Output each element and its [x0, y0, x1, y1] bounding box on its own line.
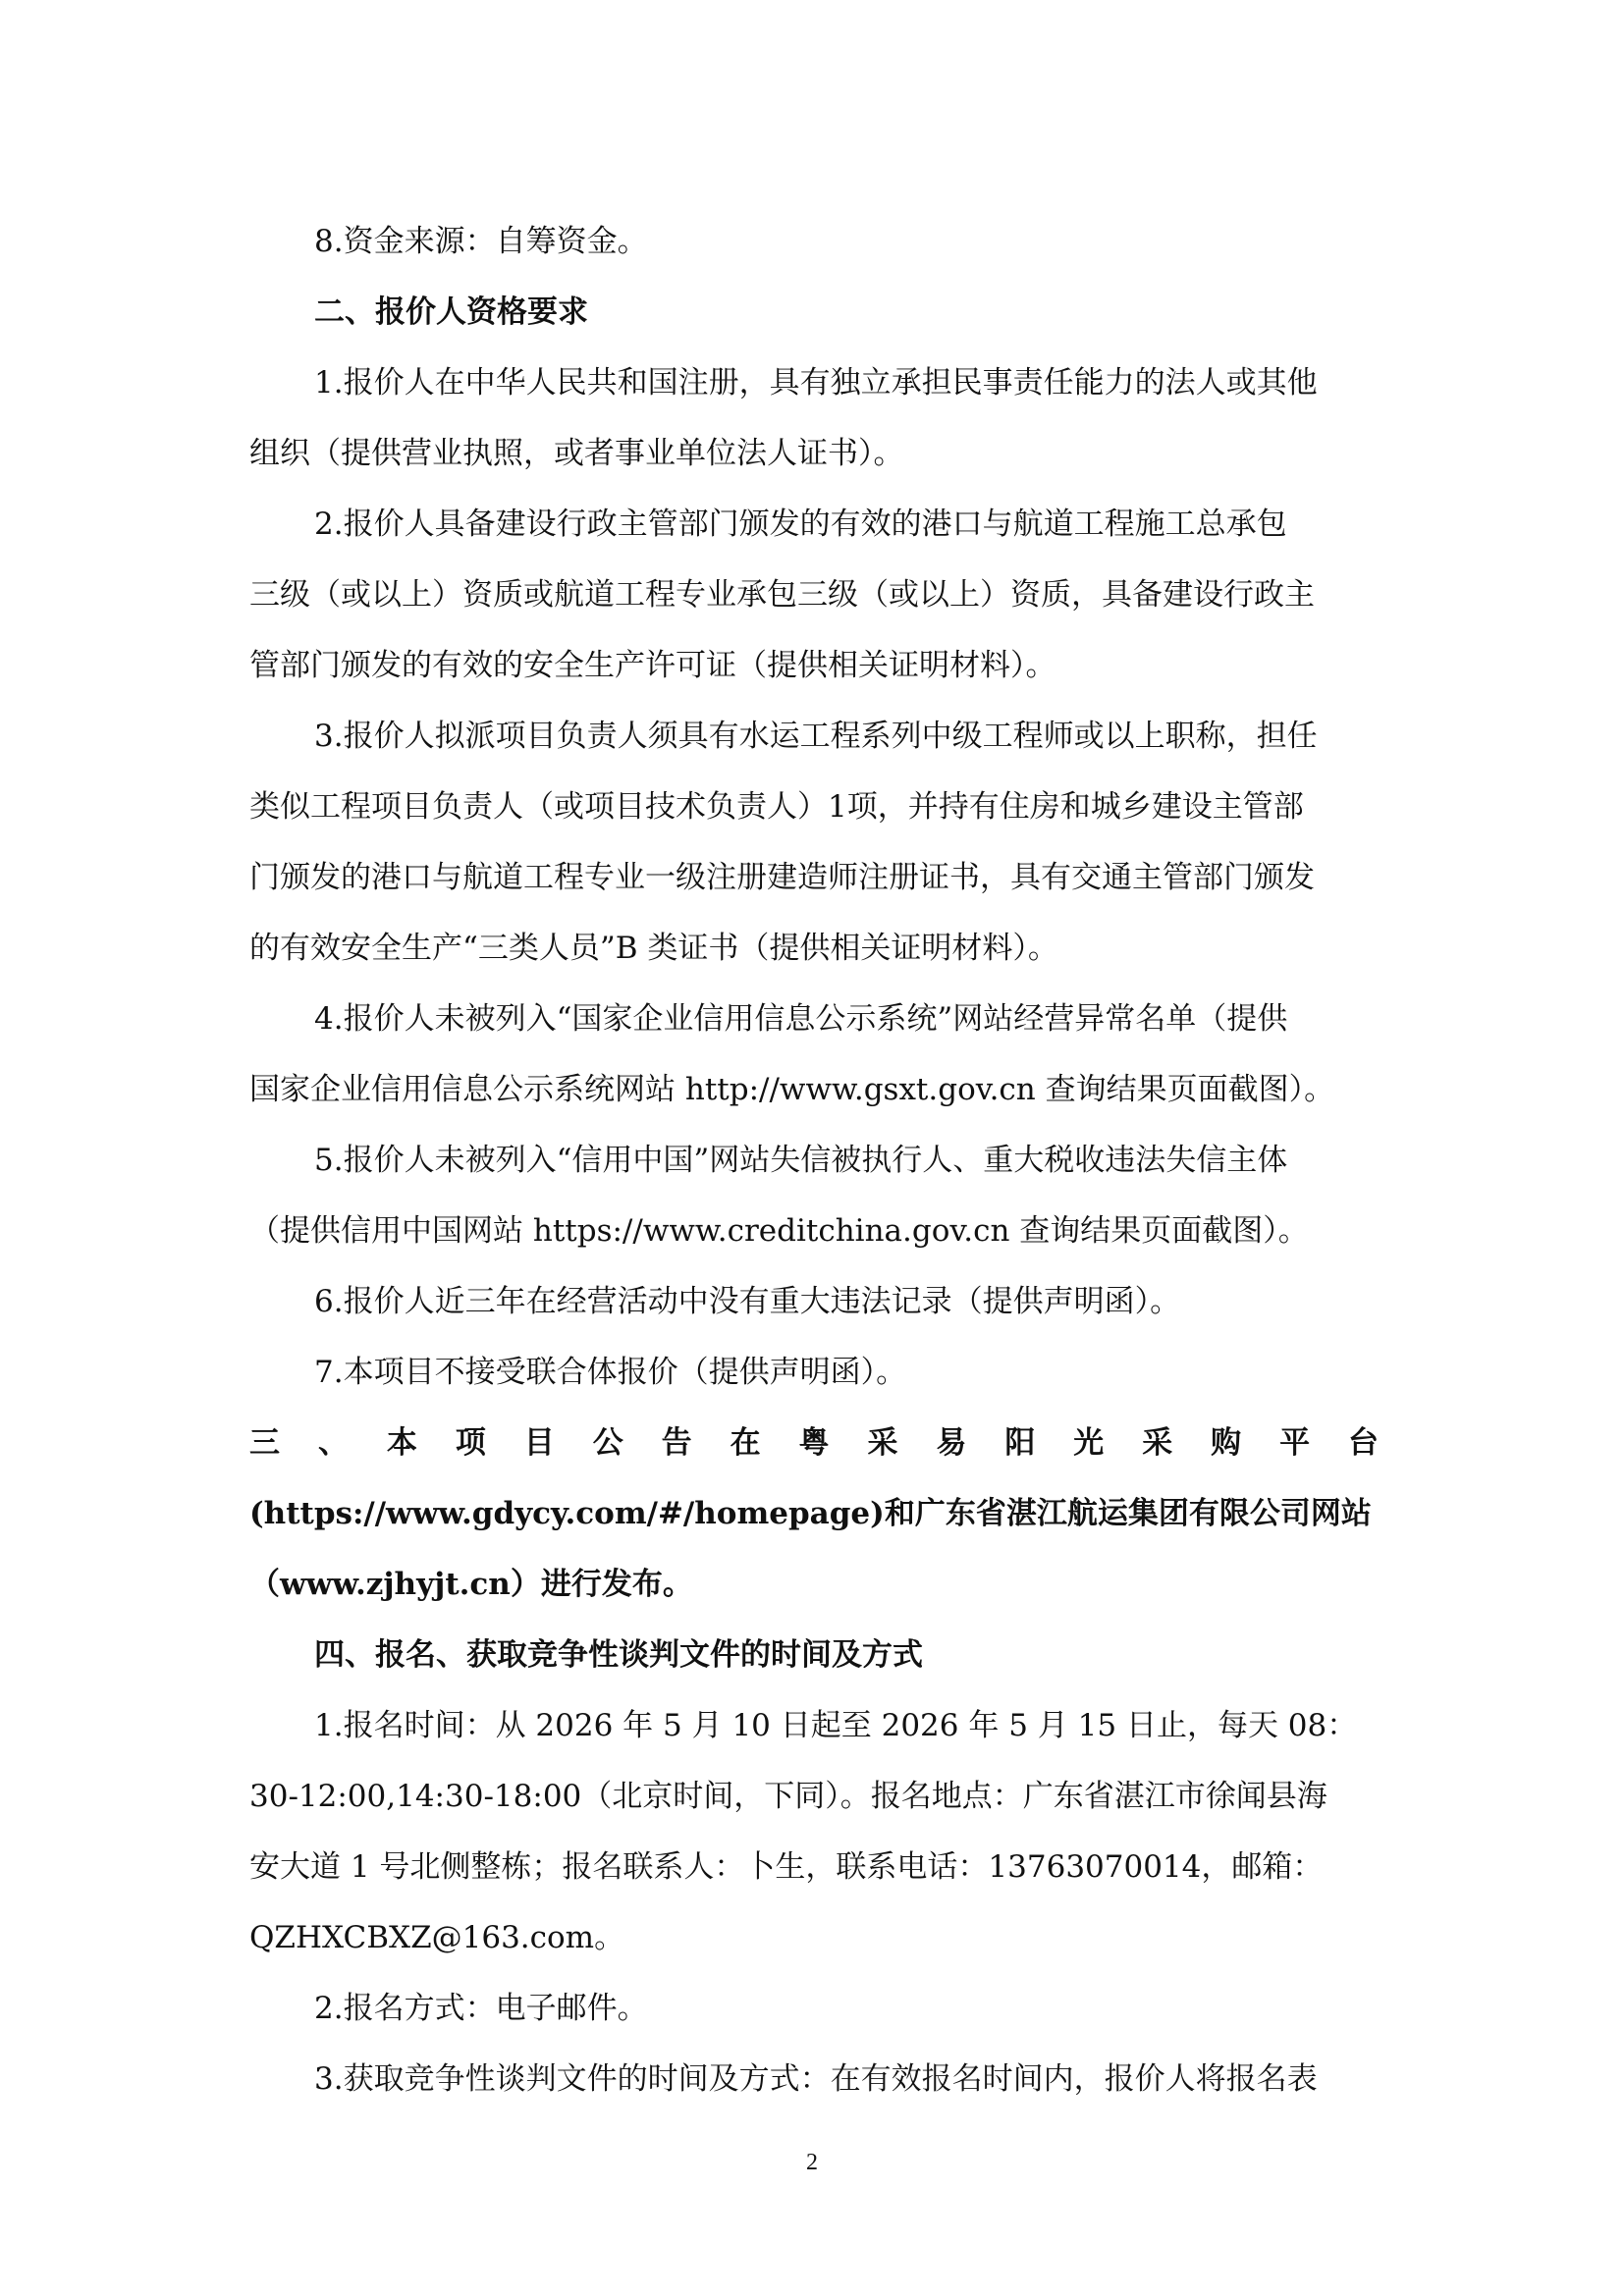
heading-char: 采 [1142, 1425, 1173, 1461]
heading-char: 台 [1348, 1425, 1379, 1461]
heading-char: 、 [317, 1425, 349, 1461]
heading-char: 光 [1073, 1425, 1105, 1461]
text-line: 类似工程项目负责人（或项目技术负责人）1项，并持有住房和城乡建设主管部 [249, 789, 1304, 825]
heading-char: 项 [455, 1425, 486, 1461]
paragraph-requirement-5 [249, 1125, 1379, 1266]
text-line: 的有效安全生产“三类人员”B 类证书（提供相关证明材料）。 [249, 931, 1058, 966]
spread-heading-line [249, 1408, 1379, 1478]
paragraph-requirement-2 [249, 489, 1379, 701]
heading-char: 三 [249, 1425, 280, 1461]
text-line: （提供信用中国网站 https://www.creditchina.gov.cn 查询结果页面截图）。 [249, 1213, 1309, 1249]
text-line: 安大道 1 号北侧整栋；报名联系人：卜生，联系电话：13763070014，邮箱： [249, 1849, 1324, 1885]
paragraph-requirement-6 [249, 1266, 1379, 1337]
text-line: 7.本项目不接受联合体报价（提供声明函）。 [314, 1355, 907, 1390]
page-number: 2 [806, 2150, 818, 2175]
heading-char: 粤 [798, 1425, 830, 1461]
text-line: 四、报名、获取竞争性谈判文件的时间及方式 [314, 1637, 923, 1673]
paragraph-funding-source [249, 206, 1379, 277]
text-line: 2.报名方式：电子邮件。 [314, 1991, 648, 2026]
heading-char: 本 [386, 1425, 417, 1461]
text-line: 组织（提供营业执照，或者事业单位法人证书）。 [249, 436, 904, 471]
text-line: 国家企业信用信息公示系统网站 http://www.gsxt.gov.cn 查询结果页面截图）。 [249, 1072, 1335, 1107]
heading-char: 购 [1211, 1425, 1242, 1461]
paragraph-requirement-3 [249, 701, 1379, 984]
paragraph-registration-time [249, 1690, 1379, 1973]
text-line: 30-12:00,14:30-18:00（北京时间，下同）。报名地点：广东省湛江市徐闻县海 [249, 1779, 1327, 1814]
paragraph-registration-method [249, 1973, 1379, 2044]
document-body [249, 206, 1379, 2114]
heading-char: 平 [1279, 1425, 1311, 1461]
text-line: 二、报价人资格要求 [314, 294, 588, 330]
paragraph-requirement-1 [249, 347, 1379, 489]
paragraph-document-acquisition [249, 2044, 1379, 2114]
section-heading-announcement [249, 1408, 1379, 1620]
heading-char: 在 [730, 1425, 761, 1461]
text-line: 2.报价人具备建设行政主管部门颁发的有效的港口与航道工程施工总承包 [314, 507, 1287, 542]
heading-char: 告 [661, 1425, 692, 1461]
section-heading-registration [249, 1620, 1379, 1690]
heading-char: 目 [523, 1425, 555, 1461]
text-line: (https://www.gdycy.com/#/homepage)和广东省湛江航运集团有限公司网站 [249, 1496, 1372, 1531]
text-line: 8.资金来源：自筹资金。 [314, 224, 648, 259]
text-line: 1.报价人在中华人民共和国注册，具有独立承担民事责任能力的法人或其他 [314, 365, 1318, 400]
text-line: QZHXCBXZ@163.com。 [249, 1920, 625, 1955]
text-line: 5.报价人未被列入“信用中国”网站失信被执行人、重大税收违法失信主体 [314, 1143, 1288, 1178]
heading-char: 公 [592, 1425, 623, 1461]
paragraph-requirement-7 [249, 1337, 1379, 1408]
heading-char: 采 [867, 1425, 898, 1461]
text-line: 管部门颁发的有效的安全生产许可证（提供相关证明材料）。 [249, 648, 1056, 683]
heading-char: 阳 [1004, 1425, 1036, 1461]
text-line: 3.报价人拟派项目负责人须具有水运工程系列中级工程师或以上职称，担任 [314, 719, 1318, 754]
text-line: 1.报名时间：从 2026 年 5 月 10 日起至 2026 年 5 月 15 日止，每天 08： [314, 1708, 1358, 1743]
text-line: （www.zjhyjt.cn）进行发布。 [249, 1567, 693, 1602]
text-line: 三级（或以上）资质或航道工程专业承包三级（或以上）资质，具备建设行政主 [249, 577, 1315, 613]
text-line: 3.获取竞争性谈判文件的时间及方式：在有效报名时间内，报价人将报名表 [314, 2061, 1318, 2097]
text-line: 6.报价人近三年在经营活动中没有重大违法记录（提供声明函）。 [314, 1284, 1181, 1319]
text-line: 门颁发的港口与航道工程专业一级注册建造师注册证书，具有交通主管部门颁发 [249, 860, 1315, 895]
text-line: 4.报价人未被列入“国家企业信用信息公示系统”网站经营异常名单（提供 [314, 1001, 1288, 1037]
section-heading-qualifications [249, 277, 1379, 347]
heading-char: 易 [936, 1425, 967, 1461]
paragraph-requirement-4 [249, 984, 1379, 1125]
